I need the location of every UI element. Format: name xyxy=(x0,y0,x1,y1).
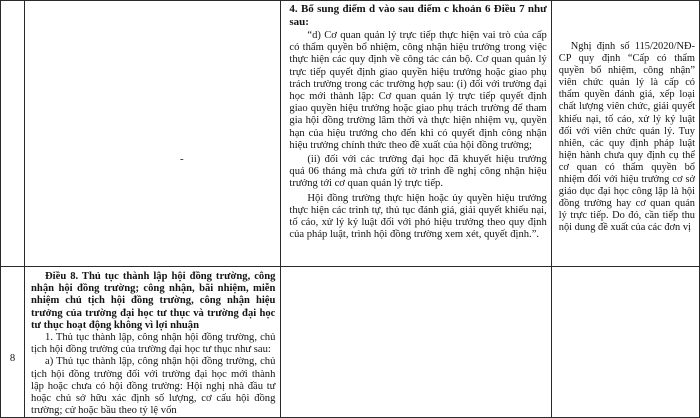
current-text-cell xyxy=(25,267,281,418)
amendment-paragraph: “d) Cơ quan quản lý trực tiếp thực hiện vai trò của cấp có thẩm quyền bổ nhiệm, công nhận hiệu trưởng trong việc thực hiện các quy định về công tác cán bộ. Cơ quan quản lý trực tiếp quyết định giao quyền hiệu trưởng hoặc giao phụ trách trường trong các trường hợp sau: (i) đối với trường đại học mới thành lập: Cơ quan quản lý trực tiếp quyết định giao quyền hiệu trưởng hoặc giao phụ trách trường để tham gia hội đồng trường lâm thời và thực hiện nhiệm vụ, quyền hạn của hiệu trưởng cho đến khi có quyết định công nhận hiệu trưởng chính thức theo đề xuất của hội đồng trường; xyxy=(289,30,547,151)
proposed-text-cell xyxy=(281,267,551,418)
explanation-cell xyxy=(551,267,699,418)
current-text-cell xyxy=(25,1,281,267)
amendment-heading: 4. Bổ sung điểm d vào sau điểm c khoản 6 Điều 7 như sau: xyxy=(289,3,547,28)
table-row xyxy=(1,267,700,418)
explanation-text: Nghị định số 115/2020/NĐ-CP quy định “Cấp có thẩm quyền bổ nhiệm, công nhận” viên chức quản lý là cấp có thẩm quyền đánh giá, xếp loại chất lượng viên chức, giải quyết khiếu nại, tố cáo, xử lý kỷ luật đối với viên chức quản lý. Tuy nhiên, các quy định pháp luật hiện hành chưa quy định cụ thể cơ quan có thẩm quyền bổ nhiệm đối với hiệu trưởng cơ sở giáo dục đại học công lập là hội đồng trường hay cơ quan quản lý trực tiếp. Do đó, cần tiếp thu nội dung đề xuất của các đơn vị xyxy=(558,41,695,234)
article-point: a) Thủ tục thành lập, công nhận hội đồng trường, chủ tịch hội đồng trường đối với trường đại học mới thành lập hoặc chưa có hội đồng trường: Hội nghị nhà đầu tư hoặc chủ sở hữu xác định số lượng, cơ cấu hội đồng trường; cử hoặc bầu theo tỷ lệ vốn xyxy=(31,356,276,417)
explanation-cell xyxy=(551,1,699,267)
number-cell xyxy=(1,267,25,418)
amendment-paragraph: (ii) đối với các trường đại học đã khuyết hiệu trưởng quá 06 tháng mà chưa gửi tờ trình đề nghị công nhận hiệu trưởng tới cơ quan quản lý trực tiếp. xyxy=(289,154,547,190)
number-cell xyxy=(1,1,25,267)
proposed-text-cell xyxy=(281,1,551,267)
article-clause: 1. Thủ tục thành lập, công nhận hội đồng trường, chủ tịch hội đồng trường của trường đại học tư thục như sau: xyxy=(31,332,276,356)
amendment-paragraph: Hội đồng trường thực hiện hoặc ủy quyền hiệu trưởng thực hiện các trình tự, thủ tục đánh giá, giải quyết khiếu nại, tố cáo, xử lý kỷ luật đối với phó hiệu trưởng theo quy định của pháp luật, trình hội đồng trường xem xét, quyết định.”. xyxy=(289,192,547,241)
unchanged-dash: - xyxy=(180,153,184,165)
row-number: 8 xyxy=(9,353,16,365)
table-row xyxy=(1,1,700,267)
article-title: Điều 8. Thủ tục thành lập hội đồng trường, công nhận hội đồng trường; công nhận, bãi nhiệm, miễn nhiệm chủ tịch hội đồng trường, công nhận hiệu trưởng của trường đại học tư thục và trường đại học tư thục hoạt động không vì lợi nhuận xyxy=(31,271,276,331)
